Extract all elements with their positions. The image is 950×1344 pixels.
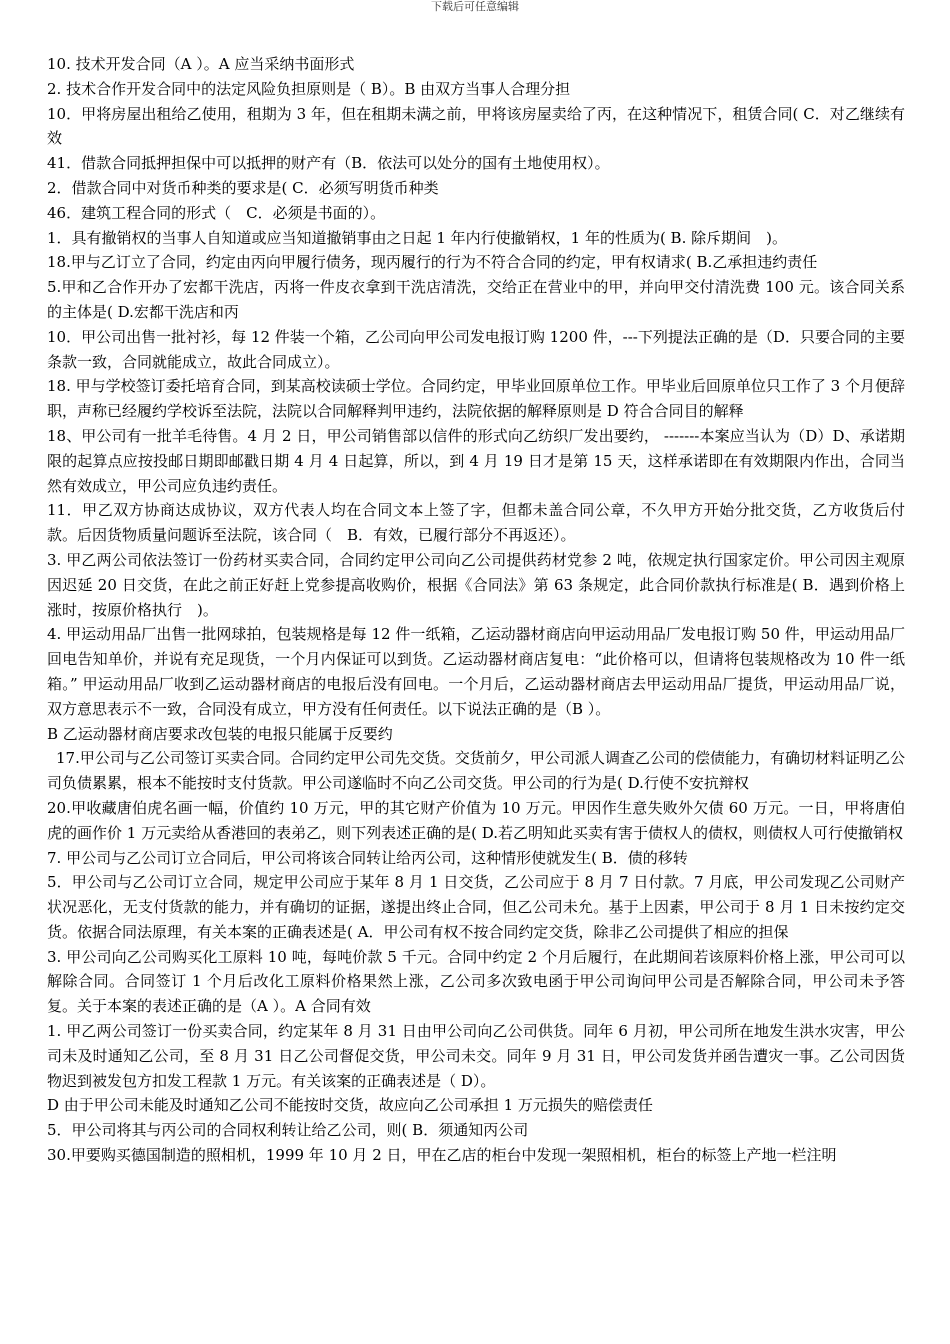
paragraph-2: 2. 技术合作开发合同中的法定风险负担原则是（ B）。B 由双方当事人合理分担 — [47, 79, 571, 98]
paragraph-22: 1. 甲乙两公司签订一份买卖合同，约定某年 8 月 31 日由甲公司向乙公司供货。同年 6 月初，甲公司所在地发生洪水灾害，甲公司未及时通知乙公司，至 8 月 31 日乙公司督促交货，甲公司未交。同年 9 月 31 日，甲公司发货并函告遭灾一事。乙公司因货物迟到被发包方扣发工程款 1 万元。有关该案的正确表述是（ D）。 — [47, 1022, 905, 1090]
paragraph-25: 30.甲要购买德国制造的照相机，1999 年 10 月 2 日，甲在乙店的柜台中发现一架照相机，柜台的标签上产地一栏注明 — [47, 1146, 837, 1165]
paragraph-19: 7. 甲公司与乙公司订立合同后，甲公司将该合同转让给丙公司，这种情形使就发生( B．债的移转 — [47, 848, 688, 867]
paragraph-20: 5．甲公司与乙公司订立合同，规定甲公司应于某年 8 月 1 日交货，乙公司应于 8 月 7 日付款。7 月底，甲公司发现乙公司财产状况恶化，无支付货款的能力，并有确切的证据，遂提出终止合同，但乙公司未允。基于上因素，甲公司于 8 月 1 日未按约定交货。依据合同法原理，有关本案的正确表述是( A．甲公司有权不按合同约定交货，除非乙公司提供了相应的担保 — [47, 873, 905, 941]
page-header: 下载后可任意编辑 — [431, 0, 519, 13]
paragraph-24: 5．甲公司将其与丙公司的合同权利转让给乙公司，则( B．须通知丙公司 — [47, 1121, 529, 1140]
paragraph-5: 2．借款合同中对货币种类的要求是( C．必须写明货币种类 — [47, 178, 439, 197]
paragraph-18: 20.甲收藏唐伯虎名画一幅，价值约 10 万元，甲的其它财产价值为 10 万元。甲因作生意失败外欠债 60 万元。一日，甲将唐伯虎的画作价 1 万元卖给从香港回的表弟乙，则下列表述正确的是( D.若乙明知此买卖有害于债权人的债权，则债权人可行使撤销权 — [47, 798, 905, 842]
paragraph-10: 10．甲公司出售一批衬衫，每 12 件装一个箱，乙公司向甲公司发电报订购 1200 件，---下列提法正确的是（D．只要合同的主要条款一致，合同就能成立，故此合同成立）。 — [47, 327, 905, 371]
paragraph-7: 1．具有撤销权的当事人自知道或应当知道撤销事由之日起 1 年内行使撤销权，1 年的性质为( B. 除斥期间 )。 — [47, 228, 787, 247]
paragraph-6: 46．建筑工程合同的形式（ C．必须是书面的）。 — [47, 203, 386, 222]
paragraph-14: 3. 甲乙两公司依法签订一份药材买卖合同，合同约定甲公司向乙公司提供药材党参 2 吨，依规定执行国家定价。甲公司因主观原因迟延 20 日交货，在此之前正好赶上党参提高收购价，根据《合同法》第 63 条规定，此合同价款执行标准是( B．遇到价格上涨时，按原价格执行 )。 — [47, 550, 905, 619]
paragraph-8: 18.甲与乙订立了合同，约定由丙向甲履行债务，现丙履行的行为不符合合同的约定，甲有权请求( B.乙承担违约责任 — [47, 253, 818, 272]
paragraph-12: 18、甲公司有一批羊毛待售。4 月 2 日，甲公司销售部以信件的形式向乙纺织厂发出要约， -------本案应当认为（D）D、承诺期限的起算点应按投邮日期即邮戳日期 4 月 4 日起算，所以，到 4 月 19 日才是第 15 天，这样承诺即在有效期限内作出，合同当然有效成立，甲公司应负违约责任。 — [47, 426, 905, 495]
paragraph-13: 11．甲乙双方协商达成协议，双方代表人均在合同文本上签了字，但都未盖合同公章，不久甲方开始分批交货，乙方收货后付款。后因货物质量问题诉至法院，该合同（ B．有效，已履行部分不再返还）。 — [47, 501, 905, 545]
paragraph-1: 10. 技术开发合同（A ）。A 应当采纳书面形式 — [47, 55, 355, 73]
paragraph-4: 41．借款合同抵押担保中可以抵押的财产有（B．依法可以处分的国有土地使用权）。 — [47, 154, 610, 173]
paragraph-3: 10．甲将房屋出租给乙使用，租期为 3 年，但在租期未满之前，甲将该房屋卖给了丙，在这种情况下，租赁合同( C．对乙继续有效 — [47, 104, 905, 148]
paragraph-17: 17.甲公司与乙公司签订买卖合同。合同约定甲公司先交货。交货前夕，甲公司派人调查乙公司的偿债能力，有确切材料证明乙公司负债累累，根本不能按时支付货款。甲公司遂临时不向乙公司交货。甲公司的行为是( D.行使不安抗辩权 — [47, 749, 905, 793]
document-body — [47, 52, 905, 1168]
paragraph-21: 3. 甲公司向乙公司购买化工原料 10 吨，每吨价款 5 千元。合同中约定 2 个月后履行，在此期间若该原料价格上涨，甲公司可以解除合同。合同签订 1 个月后改化工原料价格果然上涨，乙公司多次致电函于甲公司询问甲公司是否解除合同，甲公司未予答复。关于本案的表述正确的是（A ）。A 合同有效 — [47, 947, 905, 1016]
paragraph-23: D 由于甲公司未能及时通知乙公司不能按时交货，故应向乙公司承担 1 万元损失的赔偿责任 — [47, 1096, 653, 1115]
paragraph-11: 18. 甲与学校签订委托培育合同，到某高校读硕士学位。合同约定，甲毕业回原单位工作。甲毕业后回原单位只工作了 3 个月便辞职，声称已经履约学校诉至法院，法院以合同解释判甲违约，法院依据的解释原则是 D 符合合同目的解释 — [47, 377, 905, 421]
paragraph-9: 5.甲和乙合作开办了宏都干洗店，丙将一件皮衣拿到干洗店清洗，交给正在营业中的甲，并向甲交付清洗费 100 元。该合同关系的主体是( D.宏都干洗店和丙 — [47, 278, 905, 321]
paragraph-16: B 乙运动器材商店要求改包装的电报只能属于反要约 — [47, 724, 393, 743]
paragraph-15: 4. 甲运动用品厂出售一批网球拍，包装规格是每 12 件一纸箱，乙运动器材商店向甲运动用品厂发电报订购 50 件，甲运动用品厂回电告知单价，并说有充足现货，一个月内保证可以到货。乙运动器材商店复电：“此价格可以，但请将包装规格改为 10 件一纸箱。” 甲运动用品厂收到乙运动器材商店的电报后没有回电。一个月后，乙运动器材商店去甲运动用品厂提货，甲运动用品厂说，双方意思表示不一致，合同没有成立，甲方没有任何责任。以下说法正确的是（B ）。 — [47, 625, 905, 718]
